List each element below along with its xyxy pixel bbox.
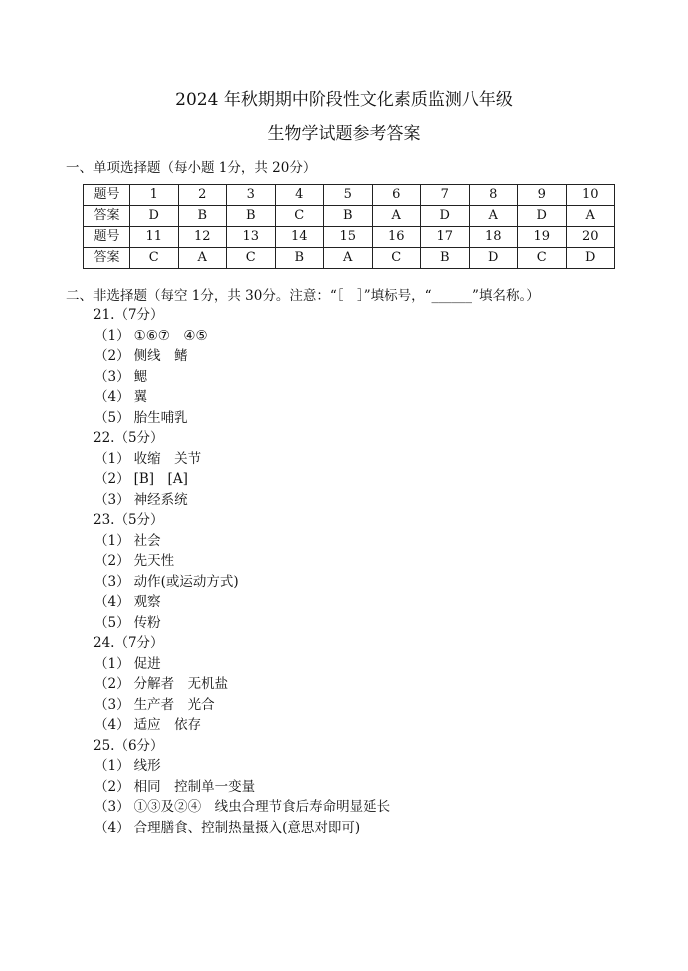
- item-answer: 合理膳食、控制热量摄入(意思对即可): [133, 819, 361, 836]
- item-number: （4）: [94, 389, 130, 405]
- part2-heading: 二、非选择题（每空 1分，共 30分。注意：“［ ］”填标号，“______”填名称。）: [66, 288, 540, 304]
- answer-item: [93, 326, 390, 347]
- answer-cell: D: [518, 206, 567, 227]
- question-heading: 21.（7分）: [93, 307, 164, 323]
- question-number: 11: [130, 227, 179, 248]
- answer-item: [93, 387, 390, 408]
- item-number: （3）: [94, 799, 130, 815]
- row-header: 题号: [84, 185, 130, 206]
- item-answer: 翼: [133, 389, 148, 405]
- answer-item: [93, 367, 390, 388]
- item-answer: ①⑥⑦ ④⑤: [133, 327, 208, 344]
- question-number: 8: [469, 185, 518, 206]
- item-answer: ①③及②④ 线虫合理节食后寿命明显延长: [133, 799, 391, 815]
- answer-cell: A: [469, 206, 518, 227]
- question-number: 6: [372, 185, 421, 206]
- item-answer: 观察: [133, 594, 161, 610]
- item-answer: 传粉: [133, 614, 161, 631]
- question-number: 5: [324, 185, 373, 206]
- question-number: 15: [324, 227, 373, 248]
- item-answer: 分解者 无机盐: [133, 676, 229, 692]
- row-header: 答案: [84, 206, 130, 227]
- answer-item: [93, 408, 390, 429]
- question-number: 12: [178, 227, 227, 248]
- answer-cell: C: [227, 248, 276, 269]
- question-heading: 25.（6分）: [93, 737, 164, 754]
- item-answer: 动作(或运动方式): [133, 573, 239, 590]
- item-number: （4）: [94, 717, 130, 733]
- answer-cell: C: [518, 248, 567, 269]
- question-number: 20: [566, 227, 615, 248]
- question-number: 19: [518, 227, 567, 248]
- item-number: （1）: [94, 758, 130, 774]
- answer-cell: C: [275, 206, 324, 227]
- answer-cell: B: [178, 206, 227, 227]
- answer-item: [93, 469, 390, 490]
- item-answer: 鳃: [133, 368, 148, 385]
- item-answer: 胎生哺乳: [133, 409, 188, 426]
- question-heading: 23.（5分）: [93, 512, 164, 528]
- item-number: （2）: [94, 471, 130, 487]
- answer-item: [93, 674, 390, 695]
- answer-item: [93, 346, 390, 367]
- item-number: （1）: [94, 655, 130, 672]
- answer-item: [93, 818, 390, 839]
- question-number: 2: [178, 185, 227, 206]
- answer-cell: A: [178, 248, 227, 269]
- item-answer: 线形: [133, 758, 161, 774]
- answer-item: [93, 654, 390, 675]
- question-number: 13: [227, 227, 276, 248]
- answer-cell: D: [421, 206, 470, 227]
- answer-cell: C: [130, 248, 179, 269]
- answer-item: [93, 531, 390, 552]
- item-answer: 社会: [133, 532, 161, 549]
- question-number: 4: [275, 185, 324, 206]
- item-answer: 生产者 光合: [133, 696, 215, 713]
- question-number: 9: [518, 185, 567, 206]
- item-number: （2）: [94, 778, 130, 795]
- question-number: 14: [275, 227, 324, 248]
- answer-table: [83, 184, 615, 269]
- item-number: （4）: [94, 819, 130, 836]
- item-answer: [B] [A]: [133, 471, 188, 487]
- answer-cell: A: [372, 206, 421, 227]
- answer-item: [93, 592, 390, 613]
- answer-item: [93, 756, 390, 777]
- question-list: [93, 305, 390, 838]
- item-number: （5）: [94, 614, 130, 631]
- item-number: （3）: [94, 696, 130, 713]
- answer-item: [93, 551, 390, 572]
- row-header: 答案: [84, 248, 130, 269]
- answer-cell: A: [566, 206, 615, 227]
- document-subtitle: 生物学试题参考答案: [267, 124, 421, 144]
- answer-item: [93, 490, 390, 511]
- item-number: （1）: [94, 450, 130, 467]
- answer-cell: B: [275, 248, 324, 269]
- question-number: 7: [421, 185, 470, 206]
- item-number: （4）: [94, 594, 130, 610]
- question-heading: 22.（5分）: [93, 430, 164, 446]
- item-number: （5）: [94, 409, 130, 426]
- item-number: （2）: [94, 553, 130, 569]
- item-number: （3）: [94, 573, 130, 590]
- answer-item: [93, 613, 390, 634]
- question-number: 3: [227, 185, 276, 206]
- item-number: （1）: [94, 327, 130, 344]
- answer-cell: B: [227, 206, 276, 227]
- question-number: 1: [130, 185, 179, 206]
- answer-item: [93, 695, 390, 716]
- question-number: 17: [421, 227, 470, 248]
- answer-cell: D: [130, 206, 179, 227]
- number-row: [84, 185, 615, 206]
- answer-cell: A: [324, 248, 373, 269]
- item-number: （2）: [94, 676, 130, 692]
- item-answer: 神经系统: [133, 491, 188, 508]
- answer-cell: B: [324, 206, 373, 227]
- answer-cell: C: [372, 248, 421, 269]
- item-answer: 相同 控制单一变量: [133, 778, 256, 795]
- answer-item: [93, 572, 390, 593]
- answer-cell: D: [469, 248, 518, 269]
- question-number: 10: [566, 185, 615, 206]
- item-answer: 先天性: [133, 553, 175, 569]
- row-header: 题号: [84, 227, 130, 248]
- document-title: 2024 年秋期期中阶段性文化素质监测八年级: [175, 90, 513, 110]
- item-number: （2）: [94, 348, 130, 364]
- answer-item: [93, 777, 390, 798]
- question-heading: 24.（7分）: [93, 635, 164, 651]
- item-number: （3）: [94, 368, 130, 385]
- item-number: （1）: [94, 532, 130, 549]
- item-answer: 侧线 鳍: [133, 348, 188, 364]
- answer-item: [93, 715, 390, 736]
- item-answer: 适应 依存: [133, 717, 202, 733]
- answer-cell: D: [566, 248, 615, 269]
- answer-row: [84, 206, 615, 227]
- answer-row: [84, 248, 615, 269]
- number-row: [84, 227, 615, 248]
- question-number: 18: [469, 227, 518, 248]
- answer-cell: B: [421, 248, 470, 269]
- part1-heading: 一、单项选择题（每小题 1分，共 20分）: [66, 160, 317, 176]
- answer-item: [93, 449, 390, 470]
- question-number: 16: [372, 227, 421, 248]
- answer-item: [93, 797, 390, 818]
- item-answer: 收缩 关节: [133, 450, 202, 467]
- item-answer: 促进: [133, 655, 161, 672]
- item-number: （3）: [94, 491, 130, 508]
